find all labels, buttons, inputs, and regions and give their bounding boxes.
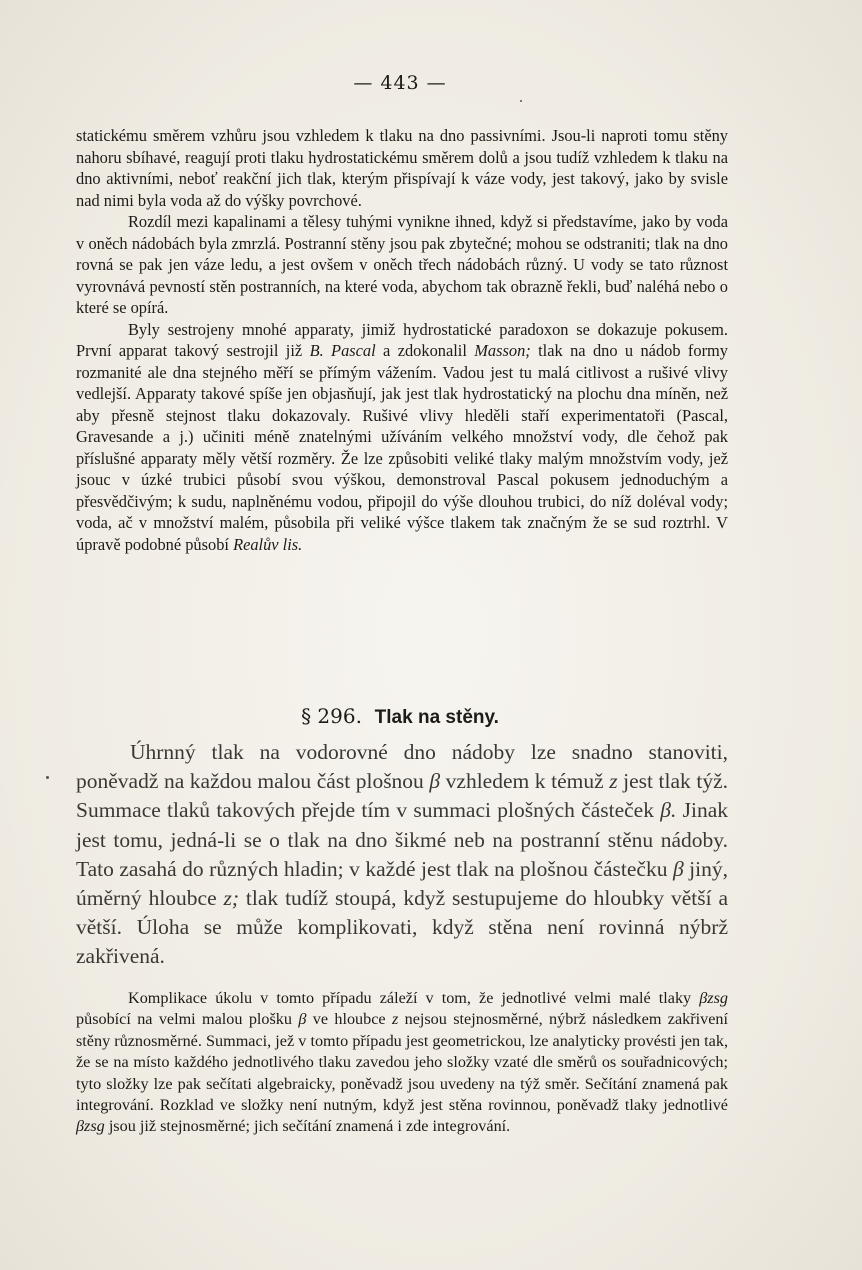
paragraph-text: tlak tudíž stoupá, když sestupujeme do hloubky větší a větší. Úloha se může komplikovati, když stěna není rovinná nýbrž zakřivená. (76, 886, 728, 969)
paragraph-text: ve hloubce (306, 1010, 392, 1029)
section-number: § 296. (301, 704, 362, 728)
page-number: — 443 — (353, 72, 447, 94)
symbol-bzsg: βzsg (699, 989, 728, 1007)
paragraph-complication (76, 988, 728, 1138)
text-block-large (76, 738, 728, 972)
text-block-top (76, 125, 728, 555)
paragraph-text: působící na velmi malou plošku (76, 1010, 299, 1029)
paragraph-text: Jinak jest tomu, jedná-li se o tlak na dno šikmé neb na postranní stěnu nádoby. Tato zasahá do různých hladin; v každé jest tlak na plošnou částečku (76, 798, 729, 881)
name-pascal: B. Pascal (309, 341, 376, 360)
symbol-beta: β (672, 856, 684, 881)
symbol-bzsg: βzsg (76, 1117, 105, 1136)
paragraph-continuation: statickému směrem vzhůru jsou vzhledem k tlaku na dno passivními. Jsou-li naproti tomu stěny nahoru sbíhavé, reagují proti tlaku hydrostatickému směrem dolů a jsou tudíž vzhledem k tlaku na dno aktivními, neboť reakční jich tlak, kterým přispívají k váze vody, jest takový, jako by svisle nad nimi byla voda až do výšky povrchové. (76, 126, 728, 210)
paragraph-total-pressure (76, 738, 728, 972)
symbol-beta: β (429, 769, 441, 794)
paragraph-text: jest tlak týž. Summace tlaků takových přejde tím v summaci plošných částeček (76, 769, 728, 823)
paragraph-liquids-solids: Rozdíl mezi kapalinami a tělesy tuhými vynikne ihned, když si představíme, jako by voda v oněch nádobách byla zmrzlá. Postranní stěny jsou pak zbytečné; mohou se odstraniti; tlak na dno rovná se pak jen váze ledu, a jest ovšem v oněch třech nádobách různý. U vody se tato různost vyrovnává pevností stěn postranních, na které voda, abychom tak obrazně řekli, buď naléhá nebo o které se opírá. (76, 212, 728, 317)
paragraph-text: Úhrnný tlak na vodorovné dno nádoby lze snadno stanoviti, poněvadž na každou malou část plošnou (76, 740, 728, 794)
paragraph-text: vzhledem k témuž (440, 769, 610, 794)
text-block-bottom (76, 988, 728, 1138)
section-heading (0, 704, 800, 729)
paragraph-text: tlak na dno u nádob formy rozmanité ale dna stejného měří se přímým vážením. Vadou jest tu malá citlivost a rušivé vlivy vedlejší. Apparaty takové spíše jen objasňují, jak jest tlak hydrostatický na plochu dna míněn, než aby přesně stejnost tlaku dokazovaly. Rušivé vlivy hleděli staří experimentatoři (Pascal, Gravesande a j.) učiniti méně znatelnými užíváním velkého množství vody, dle čehož pak příslušné apparaty měly větší rozměry. Že lze způsobiti veliké tlaky malým množstvím vody, jež jsouc v úzké trubici působí svou výškou, demonstroval Pascal pokusem jednoduchým a přesvědčivým; k sudu, naplněnému vodou, připojil do výše dlouhou trubici, do níž doléval vody; voda, ač v množství malém, působila při veliké výšce tlakem tak značným že se sud roztrhl. V úpravě podobné působí (76, 341, 728, 554)
symbol-z: z (391, 1010, 399, 1029)
paragraph-text: a zdokonalil (375, 341, 475, 360)
symbol-beta: β (298, 1010, 307, 1029)
section-title: Tlak na stěny. (374, 707, 499, 728)
paragraph-text: nejsou stejnosměrné, nýbrž následkem zakřivení stěny různosměrné. Summaci, jež v tomto případu jest geometrickou, lze analyticky provésti jen tak, že se na místo každého jednotlivého tlaku zavedou jeho složky vzaté dle směrů os souřadnicových; tyto složky lze pak sečítati algebraicky, poněvadž jsou uvedeny na týž směr. Sečítání znamená pak integrování. Rozklad ve složky není nutným, když jest stěna rovinnou, poněvadž tlaky jednotlivé (76, 1010, 728, 1115)
paragraph-text: jsou již stejnosměrné; jich sečítání znamená i zde integrování. (104, 1117, 511, 1136)
symbol-z: z; (223, 886, 240, 911)
print-speck (520, 100, 522, 102)
term-realuv-lis: Realův lis. (233, 534, 303, 554)
paragraph-text: jiný, úměrný hloubce (76, 856, 729, 911)
symbol-z: z (609, 769, 618, 794)
paragraph-text: Byly sestrojeny mnohé apparaty, jimiž hydrostatické paradoxon se dokazuje pokusem. První apparat takový sestrojil již (76, 319, 728, 360)
paragraph-apparatus (76, 319, 728, 556)
symbol-beta: β. (660, 798, 677, 823)
print-speck (46, 776, 49, 779)
paragraph-text: Komplikace úkolu v tomto případu záleží v tom, že jednotlivé velmi malé tlaky (128, 989, 700, 1007)
name-masson: Masson; (474, 341, 531, 360)
